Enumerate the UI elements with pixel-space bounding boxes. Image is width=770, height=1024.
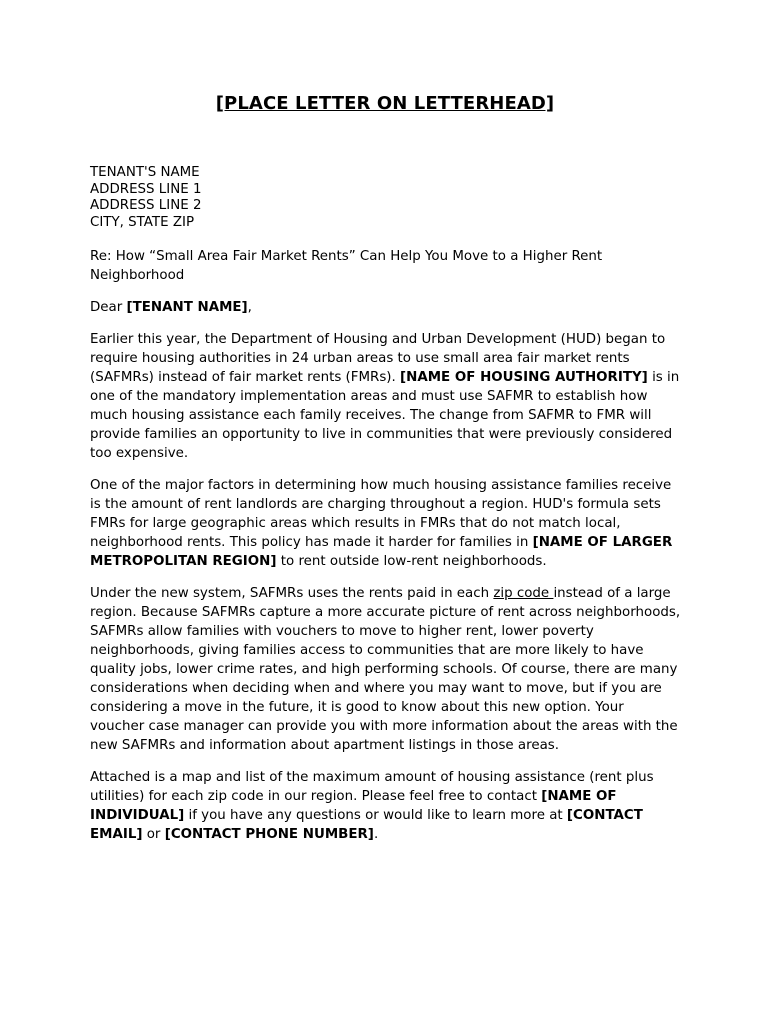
- address-line-2: ADDRESS LINE 2: [90, 198, 202, 214]
- paragraph-new-system: [90, 584, 682, 755]
- contact-text-3: or: [142, 827, 165, 843]
- recipient-address: [90, 165, 682, 231]
- letterhead-title: [PLACE LETTER ON LETTERHEAD]: [215, 93, 555, 114]
- contact-text-1: Attached is a map and list of the maximum amount of housing assistance (rent plus utilities) for each zip code in our region. Please feel free to contact: [90, 770, 654, 805]
- paragraph-factors: [90, 476, 682, 571]
- intro-text-2: is in one of the mandatory implementation areas and must use SAFMR to establish how much housing assistance each family receives. The change from SAFMR to FMR will provide families an opportunity to live in communities that were previously considered too expensive.: [90, 370, 680, 462]
- factors-text-2: to rent outside low-rent neighborhoods.: [276, 554, 547, 570]
- factors-text-1: One of the major factors in determining how much housing assistance families receive is the amount of rent landlords are charging throughout a region. HUD's formula sets FMRs for large geographic areas which results in FMRs that do not match local, neighborhood rents. This policy has made it harder for families in: [90, 478, 672, 551]
- metro-region-placeholder: [NAME OF LARGER METROPOLITAN REGION]: [90, 535, 673, 570]
- salutation-dear: Dear: [90, 300, 127, 316]
- contact-email-placeholder: [CONTACT EMAIL]: [90, 808, 643, 843]
- city-state-zip: CITY, STATE ZIP: [90, 214, 195, 230]
- address-line-1: ADDRESS LINE 1: [90, 181, 202, 197]
- subject-line: Re: How “Small Area Fair Market Rents” Can Help You Move to a Higher Rent Neighborhood: [90, 249, 603, 284]
- tenant-name: TENANT'S NAME: [90, 165, 200, 180]
- new-system-text-2: instead of a large region. Because SAFMRs capture a more accurate picture of rent across neighborhoods, SAFMRs allow families with vouchers to move to higher rent, lower poverty neighborhoods, giving families access to communities that are more likely to have quality jobs, lower crime rates, and high performing schools. Of course, there are many considerations when deciding when and where you may want to move, but if you are considering a move in the future, it is good to know about this new option. Your voucher case manager can provide you with more information about the areas with the new SAFMRs and information about apartment listings in those areas.: [90, 586, 681, 754]
- new-system-text-1: Under the new system, SAFMRs uses the rents paid in each: [90, 586, 494, 602]
- paragraph-intro: [90, 330, 682, 463]
- zip-code-link[interactable]: zip code: [493, 586, 554, 602]
- tenant-name-placeholder: [TENANT NAME]: [126, 300, 248, 316]
- contact-text-4: .: [373, 827, 379, 843]
- contact-phone-placeholder: [CONTACT PHONE NUMBER]: [164, 827, 374, 843]
- paragraph-contact: [90, 768, 682, 844]
- salutation-comma: ,: [247, 300, 252, 316]
- contact-text-2: if you have any questions or would like to learn more at: [184, 808, 567, 824]
- housing-authority-placeholder: [NAME OF HOUSING AUTHORITY]: [400, 370, 648, 386]
- individual-placeholder: [NAME OF INDIVIDUAL]: [90, 789, 617, 824]
- letter-body: [90, 165, 682, 844]
- intro-text-1: Earlier this year, the Department of Housing and Urban Development (HUD) began to require housing authorities in 24 urban areas to use small area fair market rents (SAFMRs) instead of fair market rents (FMRs).: [90, 332, 666, 386]
- salutation: [90, 298, 682, 317]
